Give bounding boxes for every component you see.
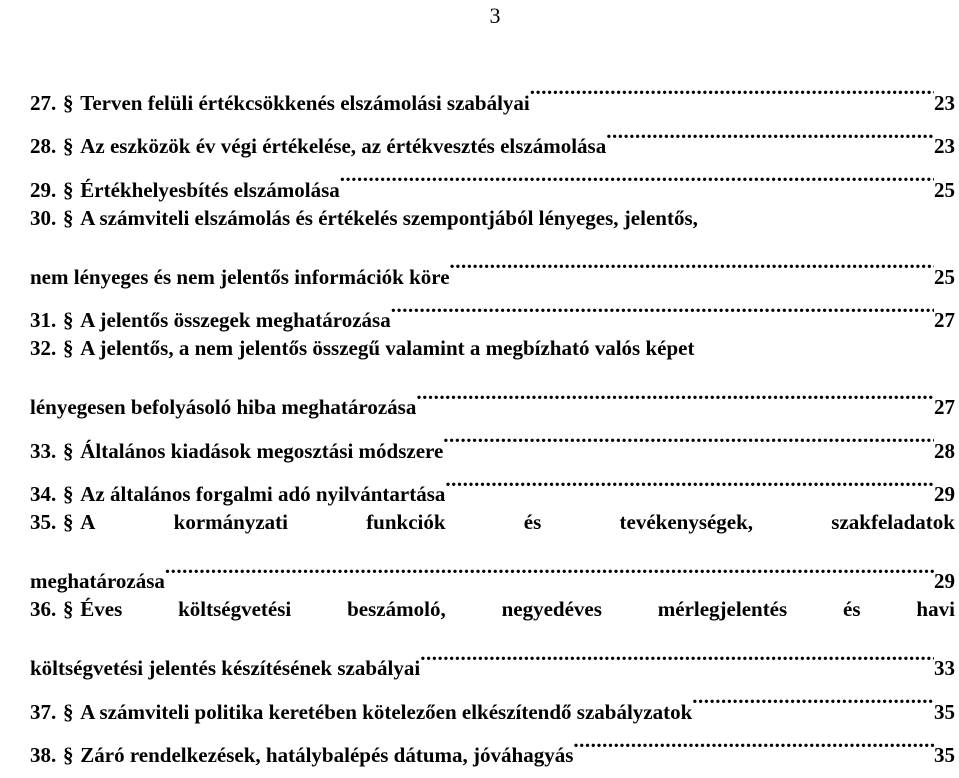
dot-leader <box>450 240 934 284</box>
toc-entry-number: 32. <box>30 336 57 360</box>
dot-leader <box>391 284 934 328</box>
title-word: Éves <box>80 597 123 621</box>
toc-entry-36[interactable] <box>30 588 955 680</box>
section-mark: § <box>63 699 74 724</box>
toc-entry-title-continued: meghatározása <box>30 569 165 593</box>
toc-entry-27[interactable] <box>30 66 955 115</box>
toc-entry-title: Értékhelyesbítés elszámolása <box>80 177 340 202</box>
toc-entry-number: 38. <box>30 743 57 767</box>
toc-entry-title: A jelentős összegek meghatározása <box>80 308 391 332</box>
toc-entry-page: 33 <box>934 656 955 680</box>
toc-entry-title: Záró rendelkezések, hatálybalépés dátuma, jóváhagyás <box>80 743 574 767</box>
title-word: funkciók <box>366 510 446 534</box>
toc-entry-page: 27 <box>934 395 955 419</box>
toc-entry-page: 28 <box>934 438 955 463</box>
toc-entry-number: 36. <box>30 597 57 621</box>
title-word: szakfeladatok <box>831 510 955 534</box>
toc-entry-32[interactable] <box>30 327 955 419</box>
dot-leader <box>530 66 934 110</box>
title-word: kormányzati <box>173 510 288 534</box>
toc-entry-number: 27. <box>30 90 57 115</box>
dot-leader <box>416 371 934 415</box>
toc-entry-number: 34. <box>30 482 57 506</box>
section-mark: § <box>63 308 74 332</box>
dot-leader <box>573 719 934 763</box>
title-word: A <box>80 510 96 534</box>
toc-entry-title: Általános kiadások megosztási módszere <box>80 438 444 463</box>
title-word: negyedéves <box>501 597 602 621</box>
toc-entry-page: 29 <box>934 569 955 593</box>
toc-entry-title: A számviteli politika keretében kötelezően elkészítendő szabályzatok <box>80 699 693 724</box>
title-word: költségvetési <box>178 597 292 621</box>
section-mark: § <box>63 336 74 360</box>
toc-entry-title: Terven felüli értékcsökkenés elszámolási szabályai <box>80 90 530 115</box>
section-mark: § <box>63 482 74 506</box>
dot-leader <box>445 458 934 502</box>
toc-entry-number: 28. <box>30 134 57 158</box>
toc-entry-page: 35 <box>934 699 955 724</box>
toc-entry-title-continued: költségvetési jelentés készítésének szabályai <box>30 656 421 680</box>
toc-entry-page: 29 <box>934 482 955 506</box>
section-mark: § <box>63 597 74 621</box>
dot-leader <box>606 110 934 154</box>
toc-entry-page: 25 <box>934 177 955 202</box>
title-word: havi <box>916 597 955 621</box>
page-number: 3 <box>489 3 501 28</box>
toc-entry-title: A számviteli elszámolás és értékelés szempontjából lényeges, jelentős, <box>80 205 698 230</box>
section-mark: § <box>63 438 74 463</box>
title-word: mérlegjelentés <box>657 597 788 621</box>
toc-entry-page: 25 <box>934 264 955 289</box>
section-mark: § <box>63 743 74 767</box>
dot-leader <box>340 153 934 197</box>
toc-entry-page: 23 <box>934 90 955 115</box>
table-of-contents <box>30 66 955 767</box>
section-mark: § <box>63 205 74 230</box>
toc-entry-title-continued: nem lényeges és nem jelentős információk köre <box>30 264 450 289</box>
section-mark: § <box>63 510 74 534</box>
toc-entry-page: 27 <box>934 308 955 332</box>
toc-entry-title <box>80 501 955 545</box>
toc-entry-title: Az eszközök év végi értékelése, az értékvesztés elszámolása <box>80 134 607 158</box>
section-mark: § <box>63 134 74 158</box>
toc-entry-title: Az általános forgalmi adó nyilvántartása <box>80 482 446 506</box>
toc-entry-title <box>80 588 955 632</box>
toc-entry-number: 35. <box>30 510 57 534</box>
dot-leader <box>420 632 934 676</box>
title-word: és <box>523 510 542 534</box>
toc-entry-number: 37. <box>30 699 57 724</box>
toc-entry-page: 23 <box>934 134 955 158</box>
dot-leader <box>692 675 934 719</box>
toc-entry-number: 29. <box>30 177 57 202</box>
toc-entry-35[interactable] <box>30 501 955 593</box>
toc-entry-title-continued: lényegesen befolyásoló hiba meghatározása <box>30 395 417 419</box>
section-mark: § <box>63 90 74 115</box>
dot-leader <box>165 545 934 589</box>
toc-entry-number: 31. <box>30 308 57 332</box>
toc-entry-number: 33. <box>30 438 57 463</box>
dot-leader <box>443 414 934 458</box>
title-word: beszámoló, <box>347 597 446 621</box>
title-word: tevékenységek, <box>619 510 754 534</box>
title-word: és <box>843 597 861 621</box>
toc-entry-title: A jelentős, a nem jelentős összegű valamint a megbízható valós képet <box>80 336 695 360</box>
section-mark: § <box>63 177 74 202</box>
toc-entry-30[interactable] <box>30 197 955 289</box>
toc-entry-number: 30. <box>30 205 57 230</box>
toc-entry-page: 35 <box>934 743 955 767</box>
